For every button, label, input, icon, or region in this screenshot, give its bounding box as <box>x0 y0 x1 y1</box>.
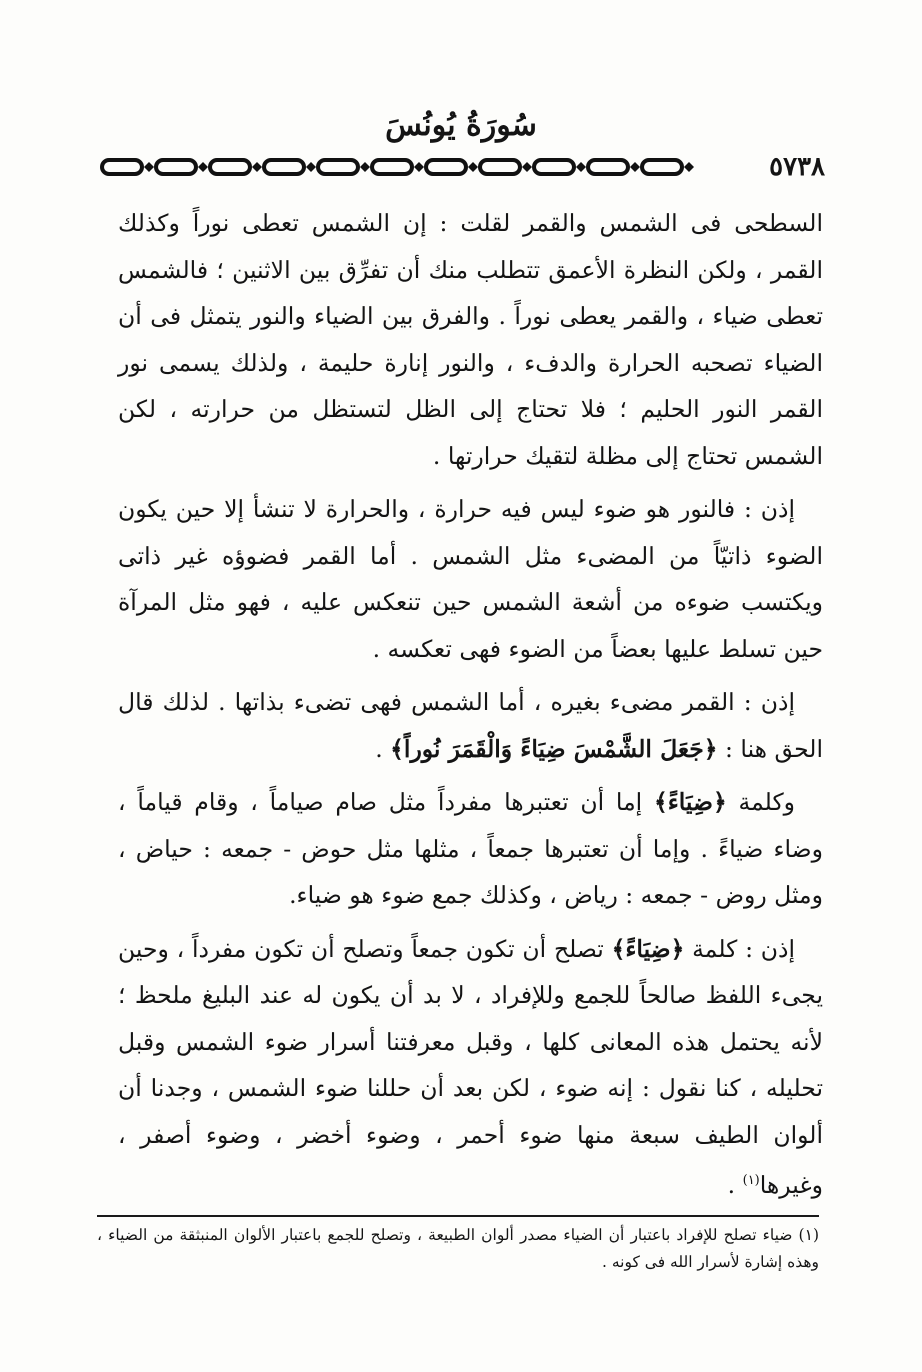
text-segment: السطحى فى الشمس والقمر لقلت : إن الشمس تعطى نوراً وكذلك القمر ، ولكن النظرة الأعمق تتطلب منك أن تفرِّق بين الاثنين ؛ فالشمس تعطى ضياء ، والقمر يعطى نوراً . والفرق بين الضياء والنور يتمثل فى أن الضياء تصحبه الحرارة والدفء ، والنور إنارة حليمة ، ولذلك يسمى نور القمر النور الحليم ؛ فلا تحتاج إلى الظل لتستظل من حرارته ، لكن الشمس تحتاج إلى مظلة لتقيك حرارتها . <box>118 209 823 470</box>
chain-link <box>372 160 412 174</box>
quran-quote: ﴿ضِيَاءً﴾ <box>653 788 727 816</box>
chain-diamond <box>306 162 316 172</box>
text-segment: إذن : فالنور هو ضوء ليس فيه حرارة ، والحرارة لا تنشأ إلا حين يكون الضوء ذاتيّاً من المضىء مثل الشمس . أما القمر فضوؤه غير ذاتى ويكتسب ضوءه من أشعة الشمس حين تنعكس عليه ، فهو مثل المرآة حين تسلط عليها بعضاً من الضوء فهى تعكسه . <box>118 495 823 663</box>
chain-diamond <box>144 162 154 172</box>
main-text <box>118 200 823 1215</box>
chain-diamond <box>630 162 640 172</box>
decorative-header-border <box>100 152 825 182</box>
quran-quote: ﴿ضِيَاءً﴾ <box>611 934 685 963</box>
chain-link <box>210 160 250 174</box>
chain-diamond <box>684 162 694 172</box>
chain-link <box>588 160 628 174</box>
chain-link <box>264 160 304 174</box>
text-segment: وكلمة <box>726 788 795 816</box>
surah-title: سُورَةُ يُونُسَ <box>385 108 537 143</box>
quran-quote: ﴿جَعَلَ الشَّمْسَ ضِيَاءً وَالْقَمَرَ نُوراً﴾ <box>390 734 718 763</box>
chain-diamond <box>360 162 370 172</box>
chain-diamond <box>468 162 478 172</box>
text-segment: تصلح أن تكون جمعاً وتصلح أن تكون مفرداً ، وحين يجىء اللفظ صالحاً للجمع وللإفراد ، لا بد أن يكون له عند البليغ ملحظ ؛ لأنه يحتمل هذه المعانى كلها ، وقبل معرفتنا أسرار ضوء الشمس وقبل تحليله ، كنا نقول : إنه ضوء ، لكن بعد أن حللنا ضوء الشمس ، وجدنا أن ألوان الطيف سبعة منها ضوء أحمر ، وضوء أخضر ، وضوء أصفر ، وغيرها <box>118 934 823 1199</box>
chain-link <box>156 160 196 174</box>
chain-link <box>642 160 682 174</box>
text-segment: . <box>727 1170 743 1199</box>
chain-link <box>480 160 520 174</box>
text-segment: إما أن تعتبرها مفرداً مثل صام صياماً ، وقام قياماً ، وضاء ضياءً . وإما أن تعتبرها جمعاً ، مثلها مثل حوض - جمعه : حياض ، ومثل روض - جمعه : رياض ، وكذلك جمع ضوء هو ضياء. <box>118 788 823 909</box>
chain-link <box>318 160 358 174</box>
paragraph <box>118 486 823 672</box>
chain-diamond <box>576 162 586 172</box>
chain-ornament <box>100 152 825 182</box>
chain-diamond <box>414 162 424 172</box>
paragraph <box>118 926 823 1209</box>
footnote-divider <box>97 1215 819 1217</box>
chain-diamond <box>252 162 262 172</box>
text-segment: إذن : القمر مضىء بغيره ، أما الشمس فهى تضىء بذاتها . لذلك قال الحق هنا : <box>118 688 823 763</box>
page-number: ٥٧٣٨ <box>763 154 825 180</box>
chain-link <box>534 160 574 174</box>
chain-link <box>426 160 466 174</box>
chain-link <box>102 160 142 174</box>
chain-diamond <box>198 162 208 172</box>
footnotes <box>97 1222 819 1276</box>
text-segment: إذن : كلمة <box>684 934 795 963</box>
paragraph <box>118 779 823 919</box>
paragraph <box>118 679 823 772</box>
chain-diamond <box>522 162 532 172</box>
paragraph <box>118 200 823 479</box>
text-segment: . <box>375 734 391 763</box>
footnote-item: (١) ضياء تصلح للإفراد باعتبار أن الضياء مصدر ألوان الطبيعة ، وتصلح للجمع باعتبار الألوان المنبثقة من الضياء ، وهذه إشارة لأسرار الله فى كونه . <box>97 1226 819 1271</box>
footnote-marker: (١) <box>742 1173 760 1188</box>
